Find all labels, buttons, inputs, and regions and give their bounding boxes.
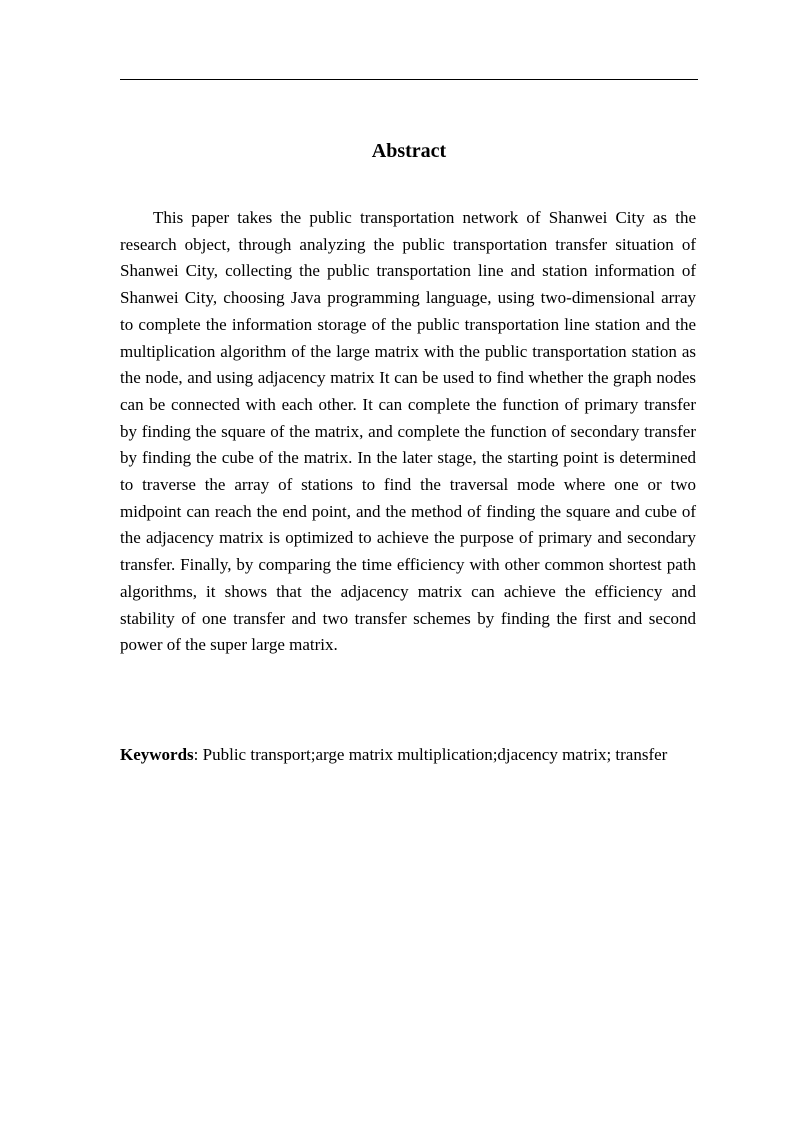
- keywords-line: [120, 740, 696, 770]
- abstract-body: This paper takes the public transportation network of Shanwei City as the research object, through analyzing the public transportation transfer situation of Shanwei City, collecting the public transportation line and station information of Shanwei City, choosing Java programming language, using two-dimensional array to complete the information storage of the public transportation line station and the multiplication algorithm of the large matrix with the public transportation station as the node, and using adjacency matrix It can be used to find whether the graph nodes can be connected with each other. It can complete the function of primary transfer by finding the square of the matrix, and complete the function of secondary transfer by finding the cube of the matrix. In the later stage, the starting point is determined to traverse the array of stations to find the traversal mode where one or two midpoint can reach the end point, and the method of finding the square and cube of the adjacency matrix is optimized to achieve the purpose of primary and secondary transfer. Finally, by comparing the time efficiency with other common shortest path algorithms, it shows that the adjacency matrix can achieve the efficiency and stability of one transfer and two transfer schemes by finding the first and second power of the super large matrix.: [120, 208, 696, 655]
- keywords-text: : Public transport;arge matrix multiplication;djacency matrix; transfer: [193, 745, 668, 764]
- abstract-title: Abstract: [371, 140, 447, 162]
- header-rule: [120, 79, 698, 80]
- keywords-label: Keywords: [120, 745, 194, 764]
